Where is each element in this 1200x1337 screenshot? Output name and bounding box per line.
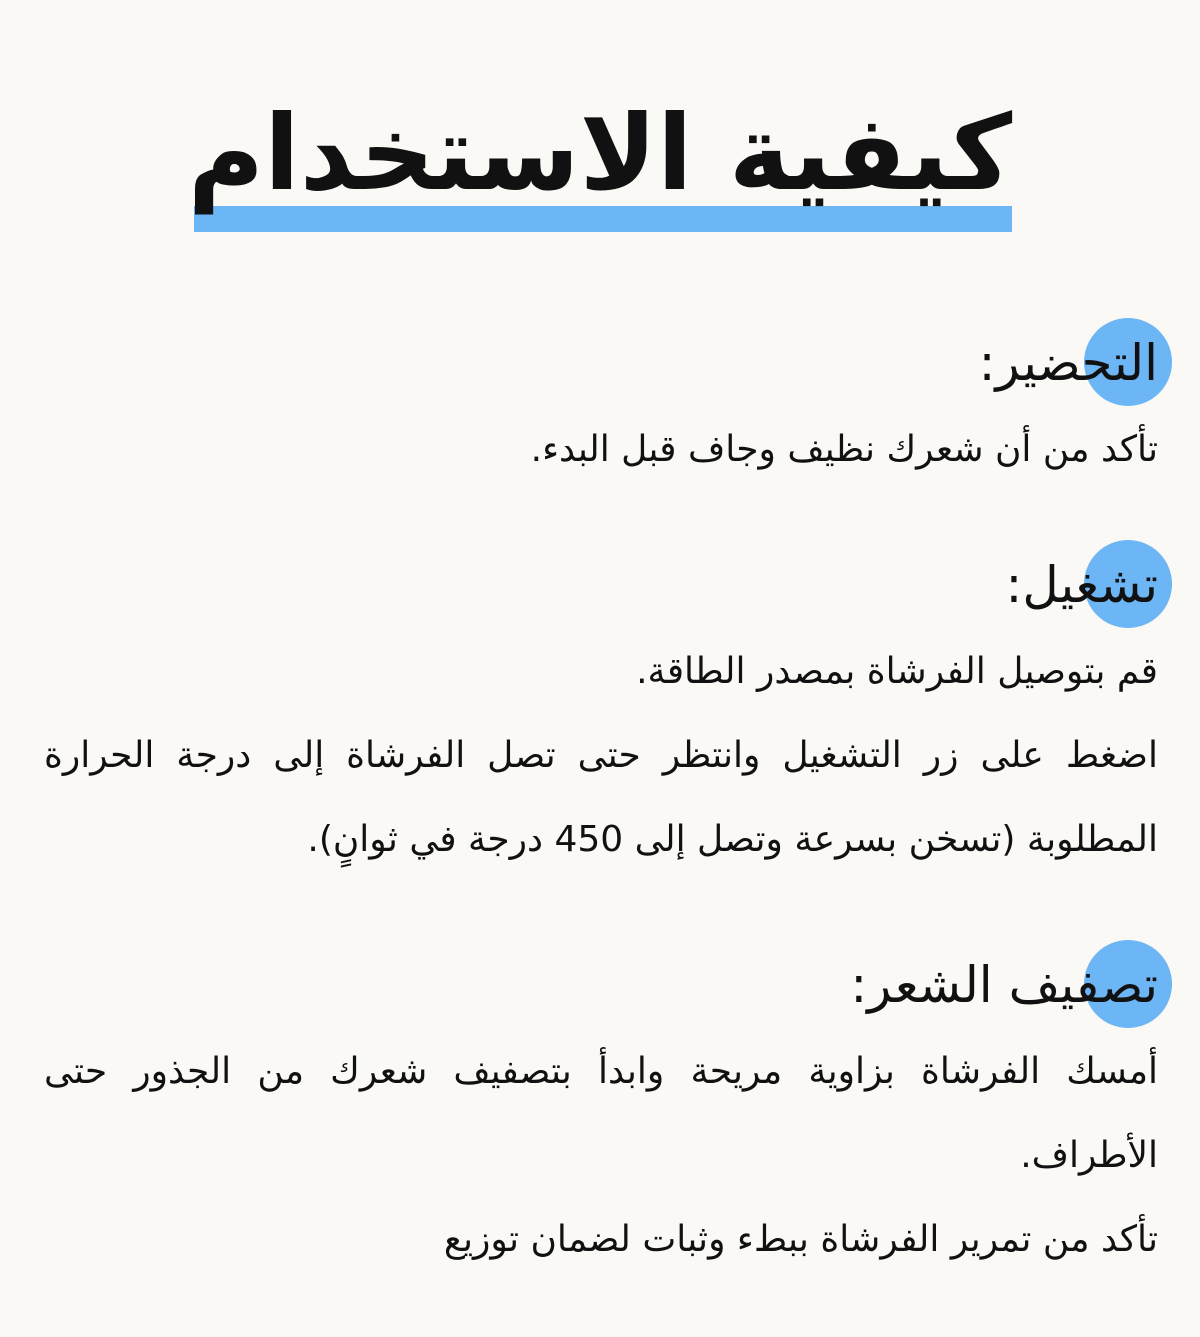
instructions-content xyxy=(44,318,1158,1282)
section-paragraph: قم بتوصيل الفرشاة بمصدر الطاقة. xyxy=(636,651,1158,692)
page-title: كيفية الاستخدام xyxy=(187,92,1013,214)
title-container xyxy=(188,88,1012,218)
section-paragraph: تأكد من تمرير الفرشاة ببطء وثبات لضمان توزيع xyxy=(443,1219,1158,1260)
section-heading-text: التحضير: xyxy=(978,334,1158,392)
section-preparation xyxy=(44,318,1158,492)
section-styling xyxy=(44,940,1158,1282)
section-paragraph: اضغط على زر التشغيل وانتظر حتى تصل الفرشاة إلى درجة الحرارة المطلوبة (تسخن بسرعة وتصل إلى 450 درجة في ثوانٍ). xyxy=(44,735,1158,860)
section-heading xyxy=(979,318,1158,408)
section-paragraph: تأكد من أن شعرك نظيف وجاف قبل البدء. xyxy=(530,429,1158,470)
section-heading xyxy=(850,940,1158,1030)
title-block xyxy=(0,88,1200,218)
section-operation xyxy=(44,540,1158,882)
section-heading xyxy=(1006,540,1158,630)
section-heading-text: تصفيف الشعر: xyxy=(850,956,1158,1014)
section-heading-text: تشغيل: xyxy=(1005,556,1158,614)
section-paragraph: أمسك الفرشاة بزاوية مريحة وابدأ بتصفيف شعرك من الجذور حتى الأطراف. xyxy=(44,1051,1158,1176)
